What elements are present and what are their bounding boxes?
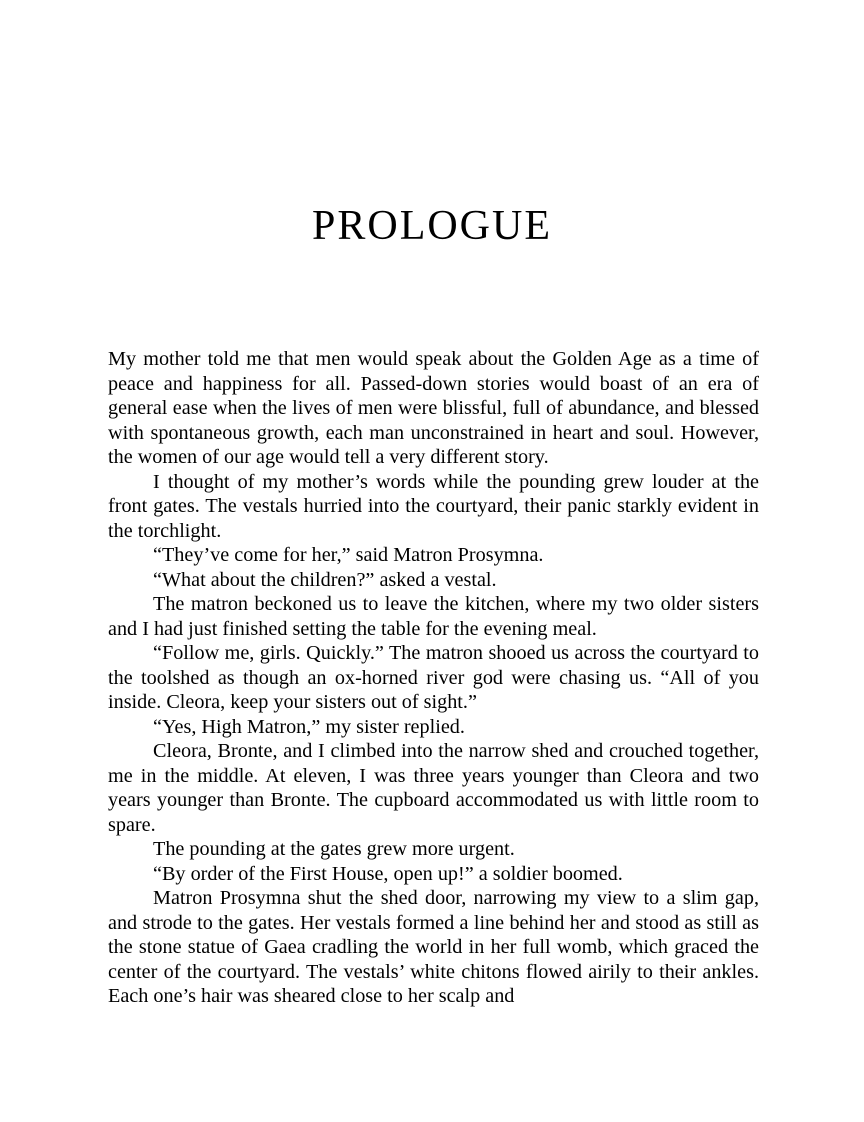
paragraph: Cleora, Bronte, and I climbed into the narrow shed and crouched together, me in the middle. At eleven, I was three years younger than Cleora and two years younger than Bronte. The cupboard accommodated us with little room to spare. bbox=[108, 740, 759, 836]
paragraph: “Follow me, girls. Quickly.” The matron shooed us across the courtyard to the toolshed as though an ox-horned river god were chasing us. “All of you inside. Cleora, keep your sisters out of sight.” bbox=[108, 642, 759, 713]
paragraph: My mother told me that men would speak about the Golden Age as a time of peace and happiness for all. Passed-down stories would boast of an era of general ease when the lives of men were blissful, full of abundance, and blessed with spontaneous growth, each man unconstrained in heart and soul. However, the women of our age would tell a very different story. bbox=[108, 348, 759, 468]
body-text bbox=[108, 347, 759, 1009]
paragraph: The matron beckoned us to leave the kitchen, where my two older sisters and I had just finished setting the table for the evening meal. bbox=[108, 593, 759, 640]
paragraph: “By order of the First House, open up!” a soldier boomed. bbox=[153, 862, 623, 885]
paragraph: Matron Prosymna shut the shed door, narrowing my view to a slim gap, and strode to the gates. Her vestals formed a line behind her and stood as still as the stone statue of Gaea cradling the world in her full womb, which graced the center of the courtyard. The vestals’ white chitons flowed airily to their ankles. Each one’s hair was sheared close to her scalp and bbox=[108, 887, 759, 1007]
paragraph: “They’ve come for her,” said Matron Prosymna. bbox=[153, 544, 544, 566]
paragraph: I thought of my mother’s words while the pounding grew louder at the front gates. The vestals hurried into the courtyard, their panic starkly evident in the torchlight. bbox=[108, 470, 759, 542]
paragraph: The pounding at the gates grew more urgent. bbox=[153, 838, 515, 860]
paragraph: “Yes, High Matron,” my sister replied. bbox=[153, 715, 465, 738]
paragraph: “What about the children?” asked a vestal. bbox=[153, 568, 497, 591]
chapter-title: PROLOGUE bbox=[311, 203, 552, 249]
